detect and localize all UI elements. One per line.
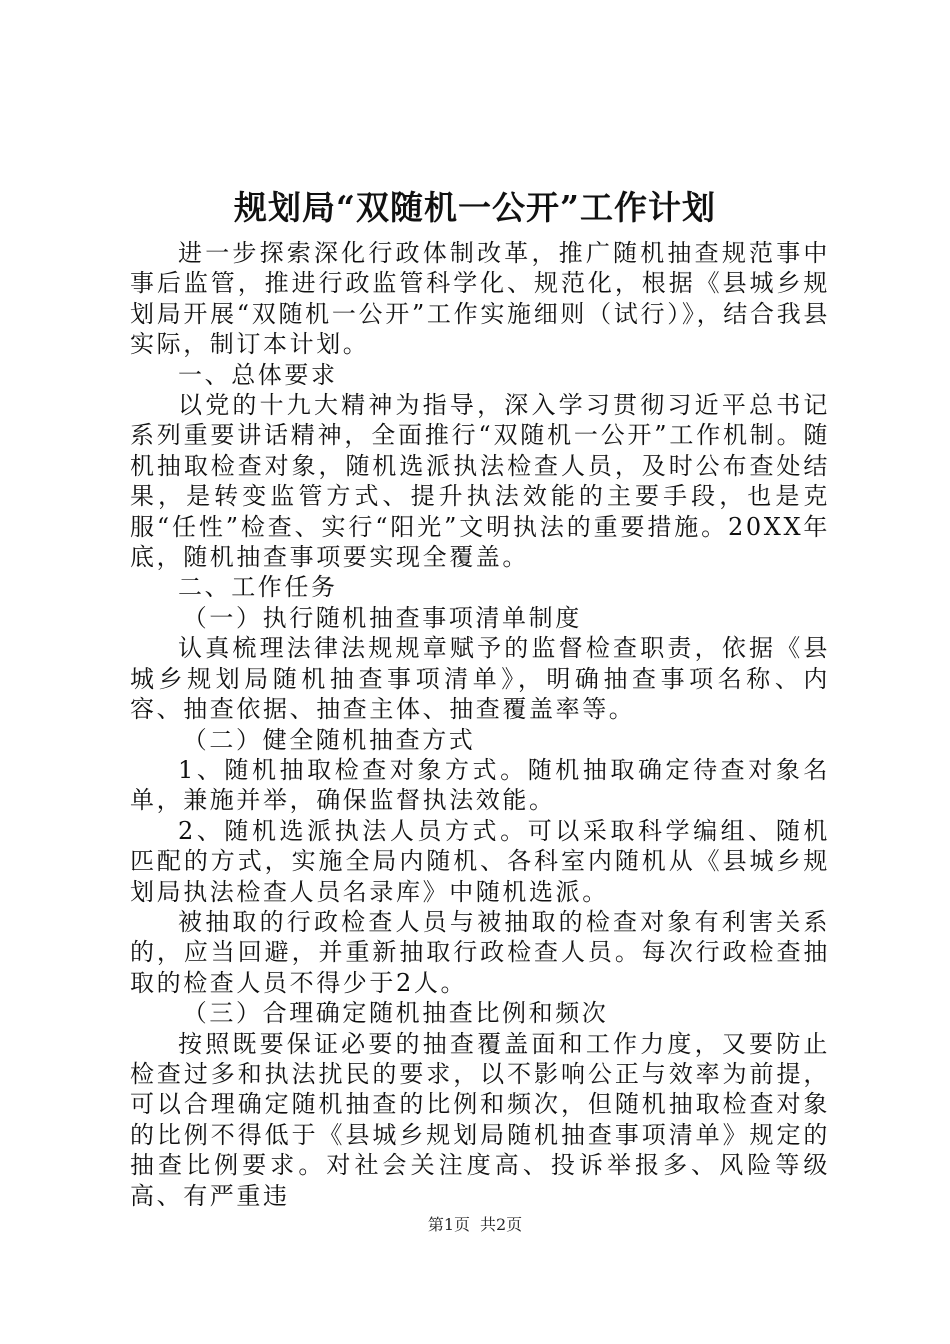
paragraph-intro: 进一步探索深化行政体制改革，推广随机抽查规范事中事后监管，推进行政监管科学化、规范化，根据《县城乡规划局开展“双随机一公开”工作实施细则（试行）》，结合我县实际，制订本计划。 — [130, 239, 830, 359]
paragraph-ratio-frequency: 按照既要保证必要的抽查覆盖面和工作力度，又要防止检查过多和执法扰民的要求，以不影响公正与效率为前提，可以合理确定随机抽查的比例和频次，但随机抽取检查对象的比例不得低于《县城乡规划局随机抽查事项清单》规定的抽查比例要求。对社会关注度高、投诉举报多、风险等级高、有严重违 — [130, 1029, 830, 1210]
page-footer — [0, 1215, 950, 1235]
page-number-current: 第1页 — [427, 1215, 470, 1234]
section-heading-work-tasks: 二、工作任务 — [178, 573, 338, 602]
section-heading-general-requirements: 一、总体要求 — [178, 360, 338, 389]
paragraph-recusal: 被抽取的行政检查人员与被抽取的检查对象有利害关系的，应当回避，并重新抽取行政检查人员。每次行政检查抽取的检查人员不得少于2人。 — [130, 907, 830, 997]
paragraph-general-requirements: 以党的十九大精神为指导，深入学习贯彻习近平总书记系列重要讲话精神，全面推行“双随机一公开”工作机制。随机抽取检查对象，随机选派执法检查人员，及时公布查处结果，是转变监管方式、提升执法效能的主要手段，也是克服“任性”检查、实行“阳光”文明执法的重要措施。20XX年底，随机抽查事项要实现全覆盖。 — [130, 391, 830, 572]
document-body — [130, 238, 830, 1211]
subsection-heading-checklist-system: （一）执行随机抽查事项清单制度 — [182, 603, 582, 632]
subsection-heading-ratio-frequency: （三）合理确定随机抽查比例和频次 — [182, 999, 609, 1028]
paragraph-method-personnel: 2、随机选派执法人员方式。可以采取科学编组、随机匹配的方式，实施全局内随机、各科室内随机从《县城乡规划局执法检查人员名录库》中随机选派。 — [130, 816, 830, 906]
subsection-heading-inspection-methods: （二）健全随机抽查方式 — [182, 725, 476, 754]
document-title: 规划局“双随机一公开”工作计划 — [234, 188, 716, 227]
page-number-total: 共2页 — [480, 1215, 523, 1234]
paragraph-checklist-system: 认真梳理法律法规规章赋予的监督检查职责，依据《县城乡规划局随机抽查事项清单》，明确抽查事项名称、内容、抽查依据、抽查主体、抽查覆盖率等。 — [130, 634, 830, 724]
paragraph-method-objects: 1、随机抽取检查对象方式。随机抽取确定待查对象名单，兼施并举，确保监督执法效能。 — [130, 755, 830, 815]
